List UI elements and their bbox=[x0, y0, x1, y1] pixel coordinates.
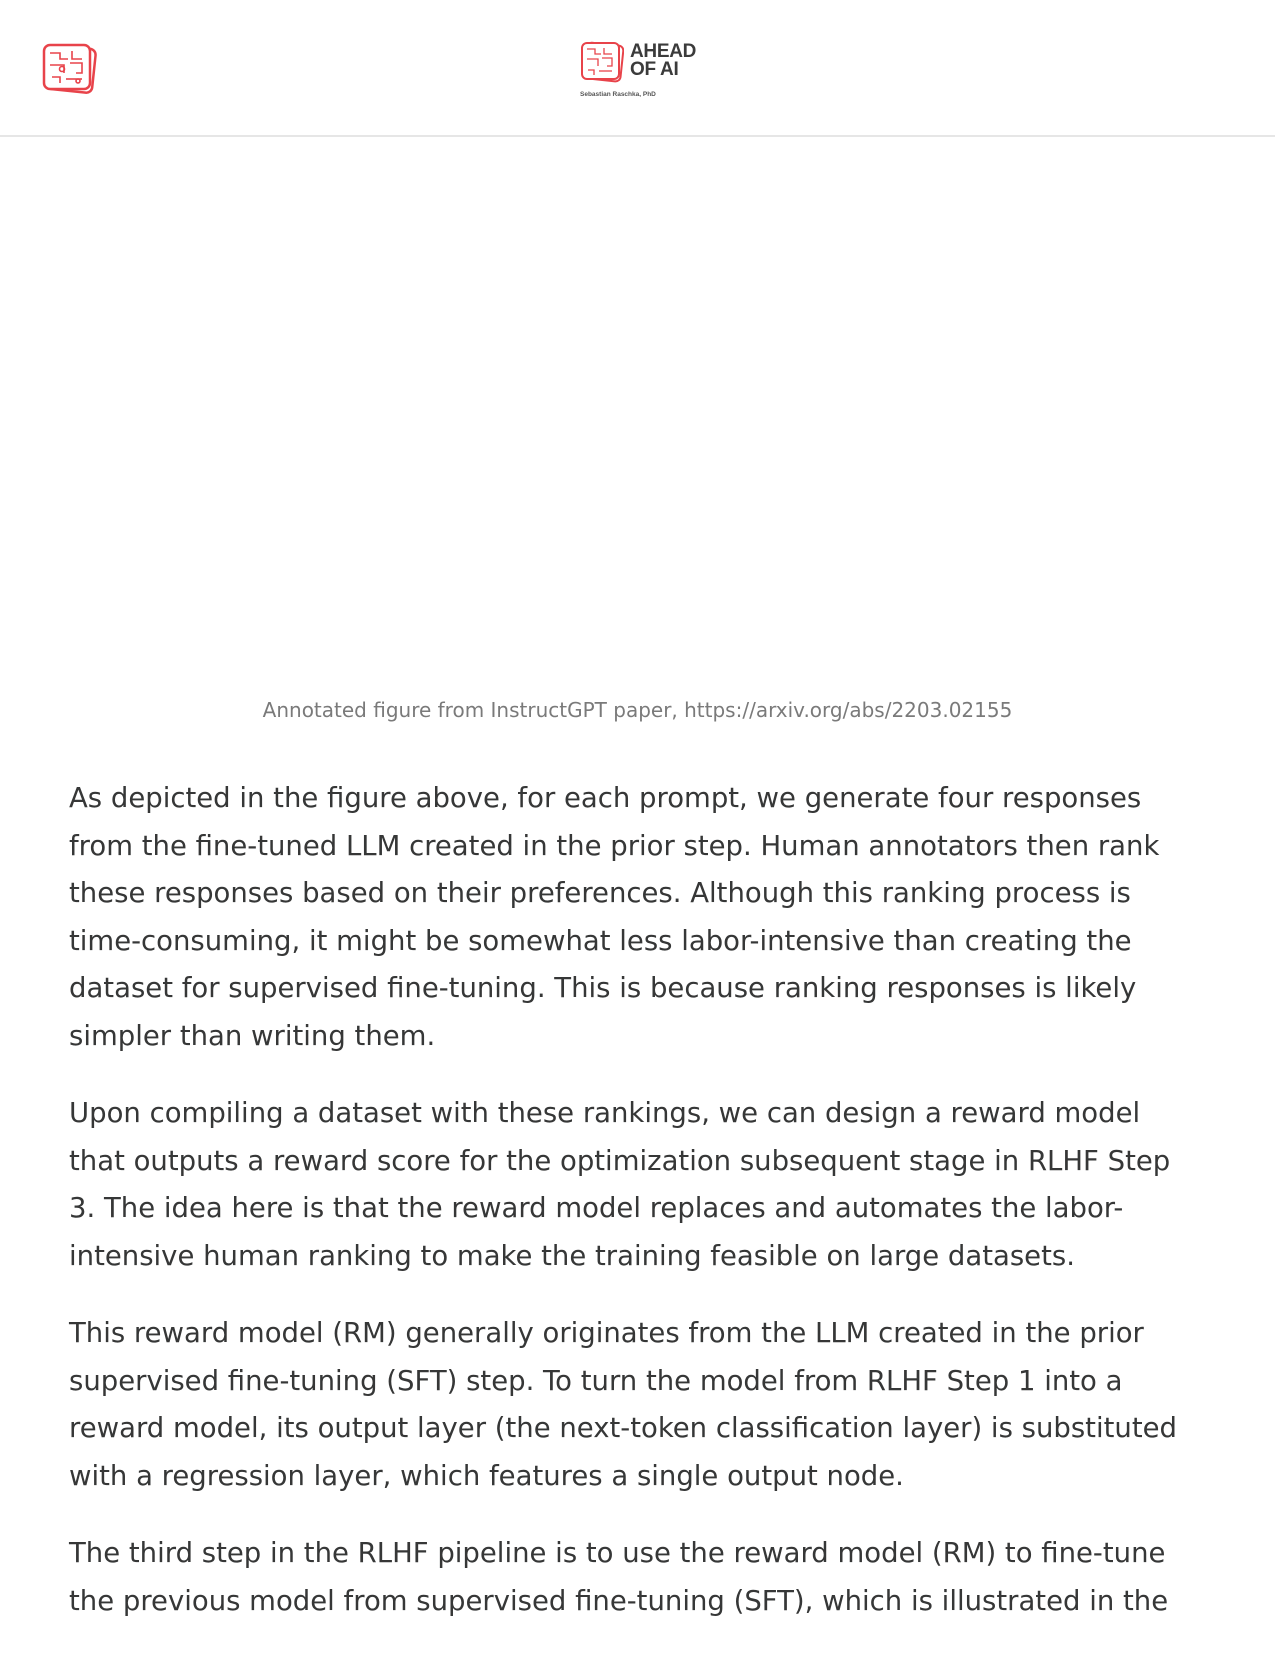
brand-name-line1: AHEAD bbox=[630, 41, 697, 62]
paragraph: Upon compiling a dataset with these rankings, we can design a reward model that outputs a reward score for the optimization subsequent stage in RLHF Step 3. The idea here is that the reward model replaces and automates the labor-intensive human ranking to make the training feasible on large datasets. bbox=[69, 1097, 1171, 1272]
publication-logo-icon[interactable] bbox=[42, 43, 98, 95]
site-logo[interactable] bbox=[580, 39, 720, 101]
paragraph: This reward model (RM) generally originates from the LLM created in the prior supervised fine-tuning (SFT) step. To turn the model from RLHF Step 1 into a reward model, its output layer (the next-token classification layer) is substituted with a regression layer, which features a single output node. bbox=[69, 1317, 1177, 1492]
article-body bbox=[69, 775, 1199, 1655]
paragraph: As depicted in the figure above, for each prompt, we generate four responses from the fine-tuned LLM created in the prior step. Human annotators then rank these responses based on their preferences. Although this ranking process is time-consuming, it might be somewhat less labor-intensive than creating the dataset for supervised fine-tuning. This is because ranking responses is likely simpler than writing them. bbox=[69, 782, 1160, 1052]
ahead-of-ai-mark-icon bbox=[580, 41, 624, 83]
site-header bbox=[0, 0, 1275, 137]
paragraph: The third step in the RLHF pipeline is to use the reward model (RM) to fine-tune the previous model from supervised fine-tuning (SFT), which is illustrated in the bbox=[69, 1537, 1169, 1617]
author-byline: Sebastian Raschka, PhD bbox=[580, 91, 656, 98]
figure-caption: Annotated figure from InstructGPT paper, https://arxiv.org/abs/2203.02155 bbox=[262, 698, 1013, 722]
brand-name-line2: OF AI bbox=[630, 59, 679, 80]
article-figure bbox=[69, 150, 1207, 670]
